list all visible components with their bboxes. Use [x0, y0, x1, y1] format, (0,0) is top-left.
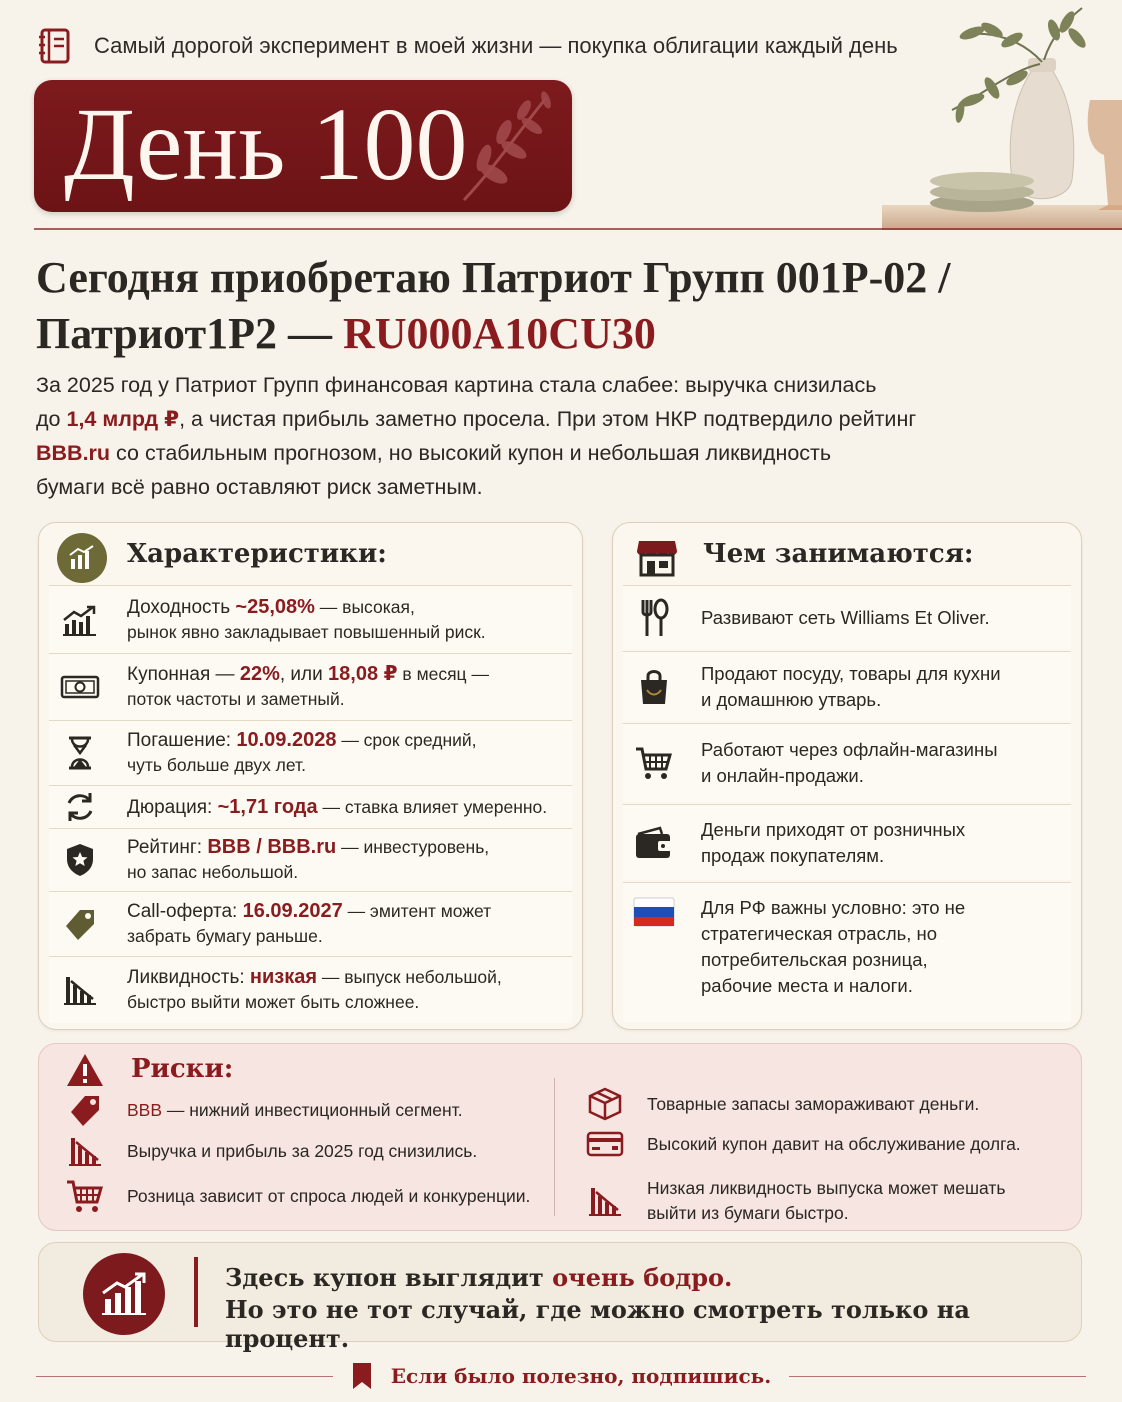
chart-up-icon — [49, 604, 111, 636]
characteristic-note-line: быстро выйти может быть сложнее. — [127, 992, 420, 1012]
refresh-icon — [49, 790, 111, 824]
headline-line-1: Сегодня приобретаю Патриот Групп 001P-02 / — [36, 253, 951, 302]
day-banner — [34, 80, 572, 212]
characteristic-text: Купонная — 22%, или 18,08 ₽ в месяц — поток частоты и заметный. — [127, 662, 489, 712]
characteristic-note-line: чуть больше двух лет. — [127, 755, 306, 775]
warning-icon — [65, 1052, 105, 1088]
characteristic-text — [127, 899, 491, 949]
characteristic-value: 22% — [239, 663, 280, 685]
characteristic-text — [127, 595, 486, 645]
characteristic-label: Погашение: — [127, 730, 237, 751]
characteristic-row — [49, 828, 572, 891]
headline-line-2: Патриот1P2 — RU000A10CU30 — [36, 309, 656, 358]
characteristic-note-line: забрать бумагу раньше. — [127, 926, 323, 946]
risk-text: Розница зависит от спроса людей и конкуренции. — [127, 1185, 531, 1206]
series-title: Самый дорогой эксперимент в моей жизни — покупка облигации каждый день — [94, 33, 898, 58]
business-text: Продают посуду, товары для кухни и домашнюю утварь. — [701, 662, 1001, 710]
risks-title: Риски: — [131, 1054, 234, 1084]
risk-text: Товарные запасы замораживают деньги. — [647, 1093, 980, 1114]
characteristic-note: — инвестуровень, — [336, 837, 490, 857]
risk-text: Высокий купон давит на обслуживание долга. — [647, 1133, 1021, 1154]
characteristic-note: в месяц — — [397, 664, 489, 684]
business-row — [623, 585, 1071, 649]
characteristic-note-line: но запас небольшой. — [127, 862, 299, 882]
characteristic-label: Купонная — — [127, 664, 240, 685]
hourglass-icon — [49, 735, 111, 771]
characteristic-note: — срок средний, — [336, 730, 477, 750]
business-text: Для РФ важны условно: это не стратегическая отрасль, но потребительская розница, рабочие места и налоги. — [701, 897, 966, 996]
box-icon — [585, 1086, 625, 1122]
cart-icon — [623, 745, 685, 781]
rating-value: BBB.ru — [36, 441, 111, 465]
risk-item — [65, 1134, 477, 1168]
footer-rule-left — [36, 1376, 333, 1377]
characteristic-value: 10.09.2028 — [236, 729, 337, 751]
risk-item — [65, 1178, 530, 1214]
cutlery-icon — [623, 598, 685, 638]
characteristic-row — [49, 585, 572, 653]
risk-text: Выручка и прибыль за 2025 год снизились. — [127, 1140, 478, 1161]
series-header — [36, 26, 898, 66]
characteristic-text — [127, 728, 477, 778]
business-text: Развивают сеть Williams Et Oliver. — [701, 606, 990, 628]
tag-icon — [65, 1092, 105, 1128]
characteristics-title: Характеристики: — [127, 539, 387, 569]
footer-rule-right — [789, 1376, 1086, 1377]
banknote-icon — [49, 673, 111, 701]
characteristic-value: низкая — [249, 966, 318, 988]
chart-down-icon — [65, 1134, 105, 1168]
subscribe-cta[interactable]: Если было полезно, подпишись. — [390, 1364, 772, 1388]
characteristic-value: BBB / BBB.ru — [207, 836, 337, 858]
bar-chart-icon — [68, 545, 96, 571]
characteristic-row — [49, 720, 572, 785]
russia-flag-icon — [623, 897, 685, 927]
characteristic-value-2: 18,08 ₽ — [328, 663, 398, 685]
header-divider — [34, 228, 1122, 230]
leaf-branch-icon — [454, 88, 564, 206]
conclusion-line-1: Здесь купон выглядит очень бодро. — [225, 1263, 733, 1292]
characteristic-label: Дюрация: — [127, 796, 218, 818]
business-card — [612, 522, 1082, 1030]
business-row — [623, 804, 1071, 880]
risk-text: Низкая ликвидность выпуска может мешать выйти из бумаги быстро. — [647, 1178, 1006, 1223]
shopping-bag-icon — [623, 668, 685, 706]
characteristic-label: Call-оферта: — [127, 901, 243, 922]
characteristic-note-line: поток частоты и заметный. — [127, 689, 345, 709]
business-title: Чем занимаются: — [703, 539, 974, 569]
wallet-icon — [623, 826, 685, 860]
notebook-icon — [36, 26, 76, 66]
bookmark-icon[interactable] — [351, 1362, 373, 1390]
characteristic-note: — ставка влияет умеренно. — [317, 796, 548, 817]
risks-panel — [38, 1043, 1082, 1231]
characteristic-row — [49, 891, 572, 956]
chart-down-icon — [49, 973, 111, 1007]
characteristic-text — [127, 795, 547, 820]
characteristic-value: 16.09.2027 — [242, 900, 343, 922]
risks-divider — [554, 1078, 555, 1216]
chart-down-icon — [585, 1184, 625, 1218]
storefront-icon — [635, 535, 679, 579]
conclusion-panel — [38, 1242, 1082, 1353]
credit-card-icon — [585, 1130, 625, 1158]
business-row — [623, 651, 1071, 721]
characteristic-text — [127, 965, 502, 1015]
business-row — [623, 723, 1071, 802]
characteristic-row — [49, 956, 572, 1023]
risk-item — [585, 1086, 979, 1122]
isin-code: RU000A10CU30 — [342, 309, 656, 358]
shield-star-icon — [49, 842, 111, 878]
revenue-value: 1,4 млрд ₽ — [66, 407, 180, 431]
tag-icon — [49, 906, 111, 942]
growth-chart-badge — [83, 1253, 165, 1335]
growth-chart-icon — [99, 1271, 149, 1317]
conclusion-line-2: Но это не тот случай, где можно смотреть только на процент. — [225, 1295, 970, 1353]
characteristic-note: — эмитент может — [342, 901, 492, 921]
characteristic-note: — высокая, — [314, 596, 415, 617]
risk-text: BBB — нижний инвестиционный сегмент. — [127, 1099, 463, 1120]
business-text: Деньги приходят от розничных продаж покупателям. — [701, 818, 966, 866]
risk-accent: BBB — [127, 1099, 163, 1120]
characteristic-note: — выпуск небольшой, — [317, 967, 502, 987]
characteristic-label: Ликвидность: — [127, 967, 250, 988]
intro-paragraph: За 2025 год у Патриот Групп финансовая картина стала слабее: выручка снизилась до 1,4 млрд ₽, а чистая прибыль заметно просела. При этом НКР подтвердило рейтинг BBB.ru со стабильным прогнозом, но высокий купон и небольшая ликвидность бумаги всё равно оставляют риск заметным. — [36, 373, 917, 499]
characteristic-text — [127, 835, 489, 885]
characteristics-card — [38, 522, 583, 1030]
cart-icon — [65, 1178, 105, 1214]
footer — [36, 1358, 1086, 1394]
characteristics-badge — [57, 533, 107, 583]
characteristic-value: ~25,08% — [235, 595, 315, 618]
characteristic-value: ~1,71 года — [217, 795, 318, 818]
characteristic-note-line: рынок явно закладывает повышенный риск. — [127, 621, 486, 642]
risk-item — [585, 1130, 1021, 1158]
characteristic-row — [49, 653, 572, 720]
risk-item — [65, 1092, 463, 1128]
business-text: Работают через офлайн-магазины и онлайн-продажи. — [701, 739, 998, 786]
risk-item — [585, 1176, 1006, 1226]
vase-still-life-illustration — [822, 0, 1122, 230]
characteristic-label: Доходность — [127, 596, 236, 618]
characteristic-label: Рейтинг: — [127, 837, 208, 858]
day-label: День 100 — [64, 87, 468, 202]
business-row — [623, 882, 1071, 1022]
conclusion-highlight: очень бодро. — [552, 1263, 733, 1292]
conclusion-accent-bar — [194, 1257, 198, 1327]
page-headline — [36, 250, 1096, 362]
characteristic-row — [49, 785, 572, 828]
